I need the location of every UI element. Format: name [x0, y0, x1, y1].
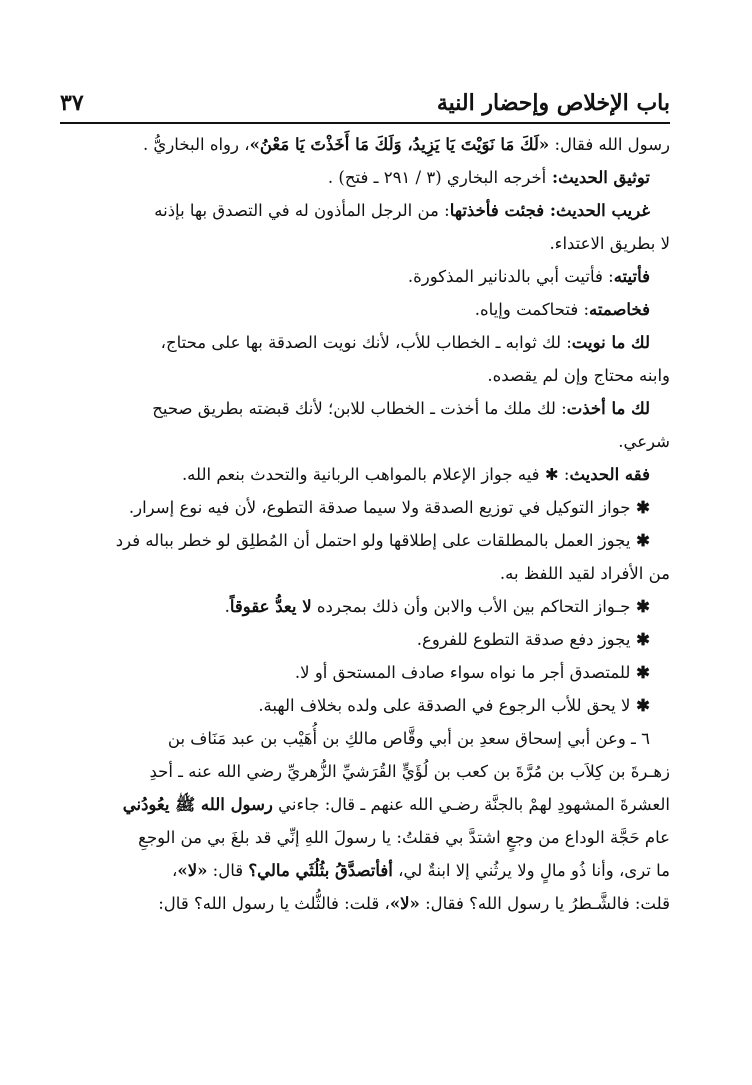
text-run: توثيق الحديث:	[546, 168, 650, 187]
text-line	[72, 887, 670, 920]
text-run: زهـرةَ بن كِلاَب بن مُرَّةَ بن كعب بن لُؤَيٍّ القُرَشيِّ الزُّهريِّ رضي الله عنه ـ أحدِ	[149, 762, 670, 781]
text-run: : لك ملك ما أخذت ـ الخطاب للابن؛ لأنك قبضته بطريق صحيح	[152, 399, 567, 418]
text-line	[72, 722, 670, 755]
text-run: فخاصمته	[589, 300, 650, 319]
text-run: لك ما أخذت	[566, 399, 650, 418]
text-line	[72, 326, 670, 359]
text-run: ، رواه البخاريُّ .	[142, 135, 250, 154]
text-run: : فأتيت أبي بالدنانير المذكورة.	[407, 267, 614, 286]
text-line	[72, 491, 670, 524]
text-run: ✱	[630, 663, 650, 682]
text-run: أفأتصدَّقُ بثُلُثَي مالي؟	[248, 861, 393, 880]
text-run: فجئت فأخذتها	[449, 201, 545, 220]
text-run: فقه الحديث	[569, 465, 650, 484]
text-line	[72, 293, 670, 326]
text-line	[72, 524, 670, 557]
text-line	[72, 194, 670, 227]
text-run: «لا»	[389, 894, 420, 913]
text-run: للمتصدق أجر ما نواه سواء صادف المستحق أو لا.	[294, 663, 631, 682]
text-run: ✱	[630, 630, 650, 649]
text-run: جـواز التحاكم بين الأب والابن وأن ذلك بمجرده	[311, 597, 631, 616]
text-line	[72, 623, 670, 656]
text-line	[72, 359, 670, 392]
text-run: لا بطريق الاعتداء.	[549, 234, 670, 253]
text-run: غريب الحديث:	[544, 201, 650, 220]
text-run: «لَكَ مَا نَوَيْتَ يَا يَزِيدُ، وَلَكَ مَا أَخَذْتَ يَا مَعْنُ»	[249, 135, 550, 154]
text-line	[72, 656, 670, 689]
text-run: ،	[172, 861, 178, 880]
text-line	[72, 590, 670, 623]
text-run: جواز التوكيل في توزيع الصدقة ولا سيما صدقة التطوع، لأن فيه نوع إسرار.	[128, 498, 631, 517]
text-run: «لا»	[177, 861, 208, 880]
text-run: ما ترى، وأنا ذُو مالٍ ولا يرثُني إلا ابنةٌ لي،	[392, 861, 670, 880]
text-run: العشرةَ المشهودِ لهمْ بالجنَّة رضـي الله عنهم ـ قال: جاءني	[272, 795, 670, 814]
text-line	[72, 557, 670, 590]
text-run: ✱	[630, 597, 650, 616]
text-run: لا يحق للأب الرجوع في الصدقة على ولده بخلاف الهبة.	[258, 696, 631, 715]
text-run: شرعي.	[618, 432, 670, 451]
text-run: فأتيته	[613, 267, 650, 286]
text-run: عام حَجَّة الوداع من وجعٍ اشتدَّ بي فقلتُ: يا رسولَ اللهِ إنِّي قد بلغَ بي من الوجعِ	[138, 828, 670, 847]
text-line	[72, 788, 670, 821]
page-body	[72, 128, 670, 920]
text-run: رسول الله ﷺ يعُودُني	[122, 795, 273, 814]
text-run: لا يعدُّ عقوقاً	[229, 597, 312, 616]
text-line	[72, 260, 670, 293]
text-run: رسول الله فقال:	[549, 135, 670, 154]
text-run: قال:	[207, 861, 249, 880]
text-run: ✱	[630, 498, 650, 517]
text-run: وابنه محتاج وإن لم يقصده.	[487, 366, 670, 385]
text-line	[72, 854, 670, 887]
text-line	[72, 392, 670, 425]
text-line	[72, 755, 670, 788]
text-run: من الأفراد لقيد اللفظ به.	[499, 564, 670, 583]
text-line	[72, 161, 670, 194]
text-run: ٦ ـ وعن أبي إسحاق سعدِ بن أبي وقَّاص مالكِ بن أُهَيْب بن عبد مَنَاف بن	[167, 729, 650, 748]
text-run: يجوز العمل بالمطلقات على إطلاقها ولو احتمل أن المُطلِق لو خطر بباله فرد	[115, 531, 631, 550]
text-line	[72, 821, 670, 854]
text-run: : من الرجل المأذون له في التصدق بها بإذنه	[154, 201, 450, 220]
text-run: : لك ثوابه ـ الخطاب للأب، لأنك نويت الصدقة بها على محتاج،	[160, 333, 572, 352]
text-line	[72, 227, 670, 260]
text-line	[72, 128, 670, 161]
text-run: قلت: فالشَّـطرُ يا رسول الله؟ فقال:	[419, 894, 670, 913]
text-run: أخرجه البخاري (٣ / ٢٩١ ـ فتح) .	[327, 168, 547, 187]
text-run: .	[224, 597, 230, 616]
text-run: : فتحاكمت وإياه.	[474, 300, 590, 319]
running-header	[60, 68, 670, 124]
text-line	[72, 425, 670, 458]
text-line	[72, 458, 670, 491]
text-run: ✱	[630, 696, 650, 715]
text-line	[72, 689, 670, 722]
text-run: يجوز دفع صدقة التطوع للفروع.	[416, 630, 631, 649]
text-run: ، قلت: فالثُّلث يا رسول الله؟ قال:	[158, 894, 390, 913]
text-run: لك ما نويت	[571, 333, 650, 352]
text-run: ✱	[630, 531, 650, 550]
chapter-title: باب الإخلاص وإحضار النية	[436, 90, 670, 116]
text-run: : ✱ فيه جواز الإعلام بالمواهب الربانية والتحدث بنعم الله.	[181, 465, 570, 484]
page-number: ٣٧	[60, 90, 84, 116]
